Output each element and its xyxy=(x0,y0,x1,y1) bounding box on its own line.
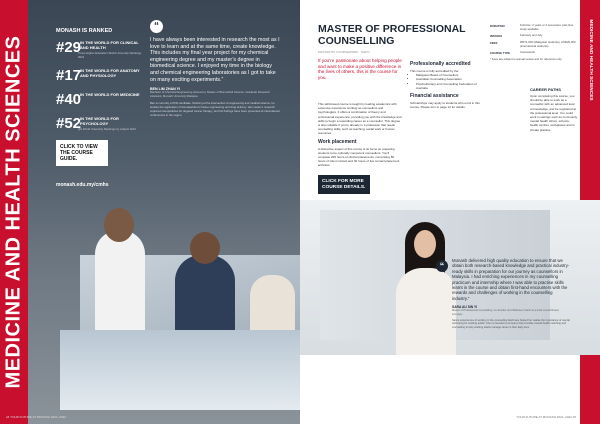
quote-author-bio: Ben is currently a PhD candidate. Working at the intersection of engineering and medical science, he studies the application of biomaterials for tissue engineering and drug delivery. His master’s research explored nanoparticles for targeted cancer therapy, and his findings have been presented at international conferences in the region. xyxy=(150,101,280,117)
info-key: INTAKES xyxy=(490,34,503,39)
ranking-item xyxy=(56,116,142,131)
quote-text: Monash delivered high quality education to ensure that we obtain both research-based knowledge and practical industry-ready skills in preparation for our journey as counsellors in Malaysia. I had enriching experiences in my counselling practicum and internship where I was able to practise skills learnt in the course and obtain first-hand encounters with the rewards and challenges of working in the counselling industry.” xyxy=(452,258,570,301)
accreditation-item: • Malaysian Board of Counsellors xyxy=(416,73,482,77)
ranking-item xyxy=(56,92,142,107)
quote-text: I have always been interested in research the most as I love to learn and at the same time, create knowledge. This includes my final year project for my chemical engineering degree and my master’s degree in biomedical science. I enjoyed my time in the biology and chemical engineering laboratories as I got to take on many exciting experiments.” xyxy=(150,37,280,83)
person-head-shape xyxy=(190,232,220,264)
info-key: FEES xyxy=(490,41,498,46)
ranking-text: IN THE WORLD FOR ANATOMY AND PHYSIOLOGY xyxy=(80,68,140,78)
person-head-shape xyxy=(104,208,134,242)
info-key: COURSE TYPE xyxy=(490,51,511,56)
view-course-guide-button[interactable]: CLICK TO VIEW THE COURSE GUIDE. xyxy=(56,140,108,166)
work-placement-text: A distinctive aspect of this course is its focus on preparing students to be culturally competent counsellors. You’ll complete 200 hours of clinical placements, comprising 80 hours of client contact and 40 hours of live contact placement activities. xyxy=(318,146,400,168)
website-link[interactable]: monash.edu.my/cmhs xyxy=(56,182,109,188)
career-paths-heading: CAREER PATHS xyxy=(530,87,561,92)
page-footer: 24 YOUR FUTURE AT MONASH 2021–2022 xyxy=(6,415,66,419)
course-intro: If you’re passionate about helping people and want to make a positive difference in the lives of others, this is the course for you. xyxy=(318,58,402,80)
accreditation-item: • Psychotherapy and Counselling Federation of Australia. xyxy=(416,82,482,90)
ranking-number: #29 xyxy=(56,39,82,56)
right-page xyxy=(300,0,600,424)
info-note: * Fees are subject to annual review and for reference only. xyxy=(490,57,563,62)
quote-author-name: SARA AU SIN YI xyxy=(452,305,478,310)
ranking-source: QS World University Rankings by subject 2021 xyxy=(78,127,136,131)
quote-mark-icon: “ xyxy=(150,20,163,33)
career-paths-text: Upon completing this course, you should be able to work as a counsellor with an advanced level of knowledge, and be registered at the professional level. You could work in settings such as community mental health clinics, schools, health centres, workplaces and in private practice. xyxy=(530,94,578,132)
lab-bench-shape xyxy=(60,330,300,410)
info-row xyxy=(490,24,578,31)
quote-author-role: Bachelor of Chemical Engineering (Honours), Master of Biomedical Science, Graduate Research Assistant, Monash University Malaysia xyxy=(150,90,270,98)
financial-assistance-heading: Financial assistance xyxy=(410,93,459,100)
ranking-source: Times Higher Education World University Rankings 2021 xyxy=(78,51,142,59)
info-row xyxy=(490,51,578,55)
section-side-title: MEDICINE AND HEALTH SCIENCES xyxy=(587,19,593,101)
course-description-column xyxy=(318,102,402,168)
quote-mark-icon: “ xyxy=(436,260,448,272)
rankings-box xyxy=(56,28,142,140)
course-subtitle: MASTER BY COURSEWORK · MAPC xyxy=(318,50,370,54)
person-face-shape xyxy=(414,230,436,258)
section-vertical-bar xyxy=(0,0,28,424)
person-body-shape xyxy=(396,268,456,355)
student-quote xyxy=(150,20,280,118)
rankings-heading: MONASH IS RANKED xyxy=(56,28,113,34)
financial-assistance-text: Scholarships may apply to students who enrol in this course. Please turn to page 12 for details. xyxy=(410,101,480,110)
work-placement-heading: Work placement xyxy=(318,138,357,145)
ranking-item xyxy=(56,68,142,83)
quote-author-bio: Sara’s experiences of working in the counselling field have helped her realise the importance of mental well-being for working adults. She co-founded a company that provides mental health coaching and counselling to help working adults manage stress in their daily lives. xyxy=(452,319,570,329)
quote-author-role: Master of Professional Counselling, Co-founder and Wellness Coach at a local mental fitness company xyxy=(452,309,559,316)
accreditation-item: • Australian Counselling Association xyxy=(416,77,482,81)
ranking-text: IN THE WORLD FOR MEDICINE xyxy=(80,92,140,97)
career-paths-box xyxy=(530,84,578,132)
info-row xyxy=(490,41,578,48)
course-description: This skill-based course is taught by leading academics with extensive experience working as counsellors and psychologists. It offers a combination of theory and professional experience, providing you with the knowledge and skills to begin a rewarding career as a counsellor. This degree is also suitable if you’re already in a profession that needs counselling skills, such as teaching, social work or human resources. xyxy=(318,102,402,136)
course-info-table xyxy=(490,24,578,62)
alumni-quote xyxy=(452,258,570,329)
info-value: RM71,000 (Malaysian students); USD25,000 (international students) xyxy=(520,40,576,48)
accreditation-intro: This course is fully accredited by the: xyxy=(410,69,460,73)
page-footer: YOUR FUTURE AT MONASH 2021–2022 25 xyxy=(516,415,576,419)
accreditation-column xyxy=(410,58,482,109)
ranking-item xyxy=(56,40,142,59)
info-value: Coursework xyxy=(520,50,535,55)
ranking-text: IN THE WORLD FOR PSYCHOLOGY xyxy=(80,116,119,126)
ranking-text: IN THE WORLD FOR CLINICAL AND HEALTH xyxy=(80,40,139,50)
course-details-button[interactable]: CLICK FOR MORE COURSE DETAILS. xyxy=(318,175,370,194)
quote-author-name: BEN LIM ZHAN YI xyxy=(150,87,181,92)
info-value: Full-time: 2 years or 4 semesters, part-time study available xyxy=(520,23,574,31)
section-vertical-title: MEDICINE AND HEALTH SCIENCES xyxy=(2,35,25,389)
ranking-number: #40 xyxy=(56,91,82,108)
ranking-number: #52 xyxy=(56,115,82,132)
info-row xyxy=(490,34,578,38)
accreditation-heading: Professionally accredited xyxy=(410,61,471,67)
info-value: February and July xyxy=(520,33,543,38)
info-key: DURATION xyxy=(490,24,505,28)
course-title: MASTER OF PROFESSIONAL COUNSELLING xyxy=(318,23,466,47)
accreditation-list xyxy=(410,73,482,90)
ranking-number: #17 xyxy=(56,67,82,84)
